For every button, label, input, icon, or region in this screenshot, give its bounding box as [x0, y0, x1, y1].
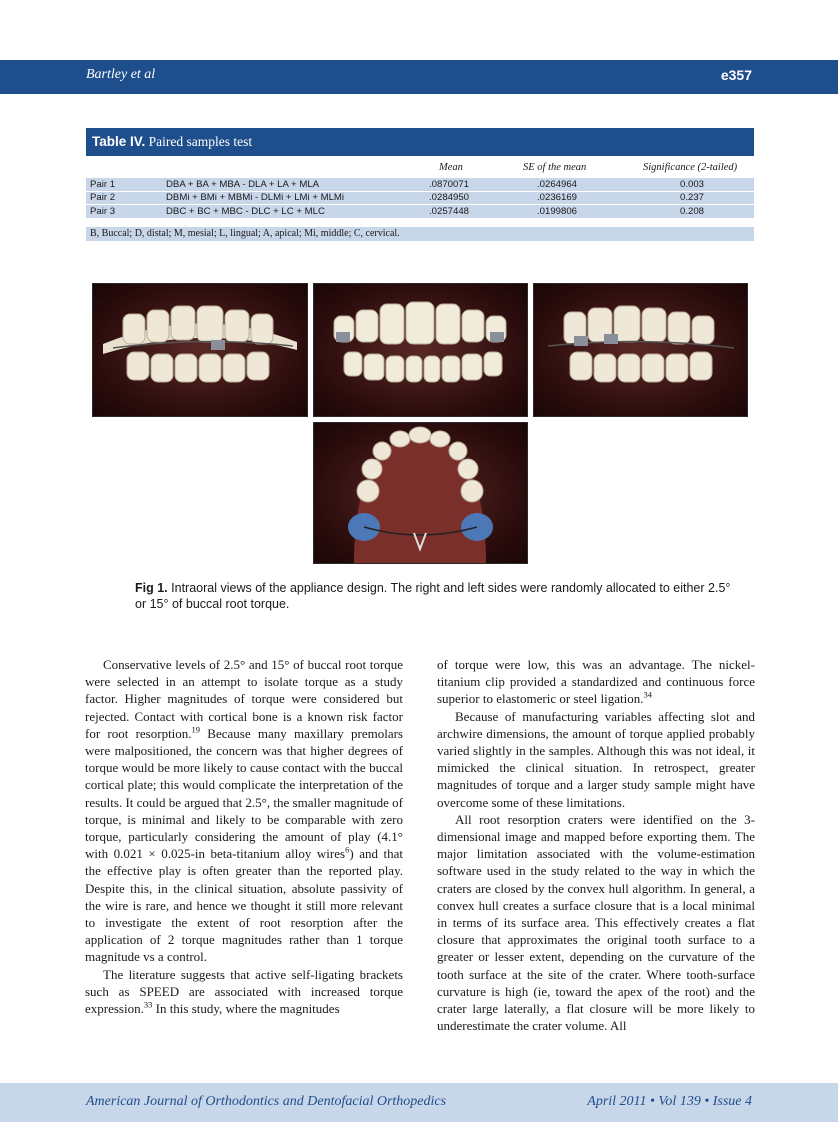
intraoral-photo-front [313, 283, 528, 417]
table-row [86, 192, 754, 206]
running-header [0, 60, 838, 94]
cell-variables: DBC + BC + MBC - DLC + LC + MLC [166, 205, 325, 217]
cell-se: .0236169 [537, 192, 578, 203]
issue-info: April 2011 • Vol 139 • Issue 4 [587, 1094, 752, 1109]
citation: 34 [643, 690, 652, 701]
text-run: The literature suggests that active self-ligating brackets such as SPEED are associated with increased torque expression. [85, 966, 403, 1017]
table-title: Paired samples test [148, 134, 253, 149]
cell-pair: Pair 2 [90, 192, 116, 203]
col-head-significance: Significance (2-tailed) [643, 162, 738, 173]
text-run: ) and that the effective play is often greater than the reported play. Despite this, in the clinical situation, absolute passivity of the wire is rare, and hence we thought it still more relevant to investigate the extent of root resorption after the application of 2 torque magnitudes rather than 1 torque magnitude vs a control. [85, 846, 403, 965]
table-footnote: B, Buccal; D, distal; M, mesial; L, lingual; A, apical; Mi, middle; C, cervical. [86, 227, 754, 241]
cell-se: .0264964 [537, 178, 578, 190]
figure-caption [135, 580, 735, 612]
paragraph [85, 966, 403, 1018]
intraoral-photo-left [533, 283, 748, 417]
paragraph: All root resorption craters were identified on the 3-dimensional image and mapped before exporting them. The major limitation associated with the volume-estimation software used in the study related to the way in which the craters are closed by the convex hull algorithm. In general, a convex hull creates a surface closure that is a local minimal in terms of its surface area. This effectively creates a flat closure that approximates the original tooth surface to a greater or lesser extent, depending on the curvature of the tooth surface at the site of the crater. Where tooth-surface curvature is high (ie, toward the apex of the root) and the crater large laterally, a flat closure will be more likely to underestimate the crater volume. All [437, 811, 755, 1034]
cell-mean: .0870071 [429, 178, 470, 190]
cell-variables: DBA + BA + MBA - DLA + LA + MLA [166, 178, 320, 190]
col-head-mean: Mean [439, 162, 463, 173]
cell-significance: 0.237 [680, 192, 705, 203]
citation: 33 [143, 999, 153, 1010]
paragraph [85, 656, 403, 966]
table-iv [86, 128, 754, 241]
cell-significance: 0.003 [680, 178, 705, 190]
cell-pair: Pair 1 [90, 178, 116, 190]
table-title-bar [86, 128, 754, 156]
intraoral-photo-occlusal [313, 422, 528, 564]
cell-pair: Pair 3 [90, 205, 116, 217]
text-run: Conservative levels of 2.5° and 15° of buccal root torque were selected in an attempt to isolate torque as a study factor. Higher magnitudes of torque were considered but rejected. Contact with cortical bone is a known risk factor for root resorption. [85, 657, 403, 741]
figure-label: Fig 1. [135, 581, 168, 595]
cell-mean: .0284950 [429, 192, 470, 203]
text-run: Because many maxillary premolars were malpositioned, the concern was that higher degrees of torque would be more likely to cause contact with the buccal cortical plate; this would complicate the interpretation of the results. It could be argued that 2.5°, the smaller magnitude of torque, is minimal and likely to be comparable with zero torque, particularly considering the amount of play (4.1° with 0.021 × 0.025-in beta-titanium alloy wires [85, 725, 403, 862]
table-column-headers [86, 156, 754, 178]
figure-caption-text: Intraoral views of the appliance design. The right and left sides were randomly allocated to either 2.5° or 15° of buccal root torque. [135, 581, 731, 611]
running-footer [0, 1083, 838, 1122]
cell-se: .0199806 [537, 205, 578, 217]
page-number: e357 [720, 67, 752, 83]
paragraph: Because of manufacturing variables affecting slot and archwire dimensions, the amount of torque applied probably varied slightly in the samples. Although this was not ideal, it mimicked the clinical situation. In retrospect, greater magnitudes of torque and a larger study sample might have overcome some of these limitations. [437, 708, 755, 810]
citation: 19 [191, 724, 201, 735]
citation: 6 [345, 844, 350, 855]
table-row [86, 178, 754, 192]
col-head-se: SE of the mean [523, 162, 587, 173]
cell-significance: 0.208 [680, 205, 705, 217]
text-run: of torque were low, this was an advantage. The nickel-titanium clip provided a standardized and continuous force superior to elastomeric or steel ligation. [437, 657, 755, 707]
text-run: In this study, where the magnitudes [152, 1001, 340, 1017]
table-label: Table IV. [92, 134, 146, 149]
table-row [86, 205, 754, 219]
journal-name: American Journal of Orthodontics and Dentofacial Orthopedics [86, 1094, 447, 1109]
paragraph [437, 656, 755, 708]
cell-mean: .0257448 [429, 205, 470, 217]
cell-variables: DBMi + BMi + MBMi - DLMi + LMi + MLMi [166, 192, 345, 203]
intraoral-photo-right [92, 283, 308, 417]
body-column-left [85, 656, 403, 1017]
body-column-right [437, 656, 755, 1034]
running-author: Bartley et al [86, 67, 156, 82]
